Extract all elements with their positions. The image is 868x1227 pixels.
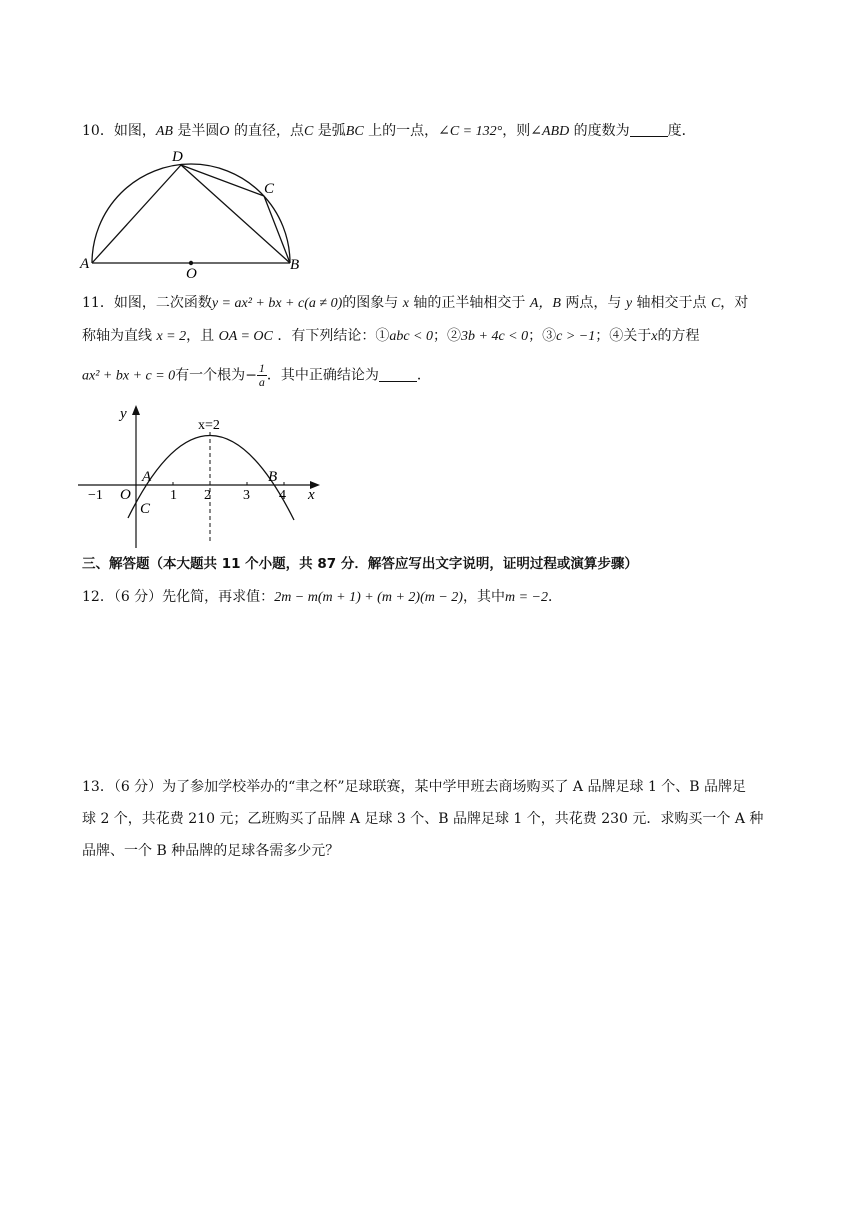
- label-c: C: [264, 181, 275, 197]
- q10-part: 是弧: [313, 123, 346, 139]
- y-label: y: [120, 406, 127, 422]
- fraction-denominator: a: [258, 375, 265, 389]
- q10-part: 是半圆: [172, 123, 220, 139]
- q10-part: 的直径，点: [229, 123, 304, 139]
- q11-line2: [82, 326, 699, 347]
- answer-blank[interactable]: [379, 367, 417, 382]
- q11-minus: −: [245, 367, 257, 384]
- tick-label: 3: [243, 488, 250, 503]
- q10-figure: [76, 146, 306, 281]
- q12-number: 12．: [82, 589, 114, 605]
- tick-label: 2: [204, 488, 211, 503]
- q11-conclusion1: abc < 0: [389, 329, 434, 344]
- q10-part: 上的一点，: [363, 123, 439, 139]
- symmetry-label: x=2: [198, 418, 220, 433]
- label-o: O: [186, 266, 197, 281]
- q11-part: ①: [375, 328, 390, 344]
- q10-angle-abd: ∠ABD: [530, 124, 570, 139]
- q11-fraction: [257, 362, 267, 389]
- tick-label: −1: [88, 488, 103, 503]
- label-a: A: [142, 469, 152, 485]
- q11-part: 轴相交于点: [636, 295, 707, 311]
- q10-part: 度．: [667, 123, 696, 139]
- q11-ab: A，B: [529, 296, 561, 311]
- q11-part: ，对: [720, 295, 749, 311]
- q11-axis-eq: x = 2: [156, 329, 187, 344]
- q11-conclusion3: c > −1: [556, 329, 596, 344]
- q11-part: 两点，与: [565, 295, 622, 311]
- q11-c: C: [710, 296, 721, 311]
- q11-function: y = ax² + bx + c(a ≠ 0): [211, 296, 343, 311]
- q13-line1: 13．（6 分）为了参加学校举办的“聿之杯”足球联赛，某中学甲班去商场购买了 A 品牌足球 1 个、B 品牌足: [82, 779, 747, 795]
- q11-part: ．其中正确结论为: [266, 367, 379, 384]
- q11-part: 轴的正半轴相交于: [413, 295, 526, 311]
- q11-part: 如图，二次函数: [113, 295, 212, 311]
- q11-part: ．: [416, 367, 431, 384]
- q11-figure: [76, 402, 326, 550]
- q11-part: ；④关于: [595, 328, 652, 344]
- q11-equation: ax² + bx + c = 0: [82, 368, 176, 384]
- label-d: D: [172, 149, 183, 165]
- q10-part: ，则: [502, 123, 531, 139]
- fraction-numerator: 1: [258, 361, 265, 375]
- q11-y: y: [625, 296, 633, 311]
- center-point: [189, 261, 193, 265]
- q11-part: ，且: [186, 328, 215, 344]
- q10-angle: ∠C = 132°: [438, 124, 503, 139]
- label-b: B: [268, 469, 278, 485]
- section-heading: 三、解答题（本大题共 11 个小题，共 87 分．解答应写出文字说明，证明过程或演算步骤）: [82, 556, 638, 572]
- q12-value: m = −2: [504, 590, 548, 605]
- q12-expression: 2m − m(m + 1) + (m + 2)(m − 2): [274, 590, 463, 605]
- q10-part: 如图，: [113, 123, 156, 139]
- q10-number: 10．: [82, 123, 114, 139]
- q11-part: ；②: [433, 328, 462, 344]
- q11-x: x: [402, 296, 409, 311]
- answer-blank[interactable]: [630, 122, 668, 137]
- semicircle-arc: [92, 164, 290, 263]
- label-b: B: [290, 257, 300, 273]
- segment-db: [181, 165, 290, 263]
- tick-label: 4: [279, 488, 286, 503]
- q11-oaoc: OA = OC: [218, 329, 273, 344]
- q11-part: ；③: [528, 328, 557, 344]
- x-label: x: [308, 487, 315, 503]
- q12-part: ．: [547, 589, 562, 605]
- q10-part: 的度数为: [569, 123, 630, 139]
- q10-bc: BC: [345, 124, 364, 139]
- q10-o: O: [219, 124, 230, 139]
- tick-label: 1: [170, 488, 177, 503]
- q11-x2: x: [651, 329, 658, 344]
- q13-line2: 球 2 个，共花费 210 元；乙班购买了品牌 A 足球 3 个、B 品牌足球 1 个，共花费 230 元．求购买一个 A 种: [82, 811, 764, 827]
- q11-line1: [82, 293, 748, 314]
- q13-line3: 品牌、一个 B 种品牌的足球各需多少元？: [82, 843, 340, 859]
- q12-text: [82, 587, 562, 608]
- q11-number: 11．: [82, 295, 114, 311]
- label-o: O: [120, 487, 131, 503]
- q11-line3: [82, 362, 431, 390]
- label-a: A: [80, 256, 90, 272]
- q11-part: 称轴为直线: [82, 328, 152, 344]
- y-axis-arrow: [132, 405, 140, 415]
- q10-text: [82, 121, 696, 142]
- q11-part: 有一个根为: [175, 367, 246, 384]
- q11-part: 的图象与: [342, 295, 399, 311]
- q12-part: （6 分）先化简，再求值：: [113, 589, 275, 605]
- q12-part: ，其中: [462, 589, 505, 605]
- q10-ab: AB: [155, 124, 173, 139]
- q11-conclusion2: 3b + 4c < 0: [461, 329, 529, 344]
- label-c: C: [140, 501, 151, 517]
- q11-part: 的方程: [657, 328, 700, 344]
- q11-part: ．有下列结论：: [277, 328, 376, 344]
- q10-c: C: [303, 124, 314, 139]
- segment-cb: [264, 196, 290, 263]
